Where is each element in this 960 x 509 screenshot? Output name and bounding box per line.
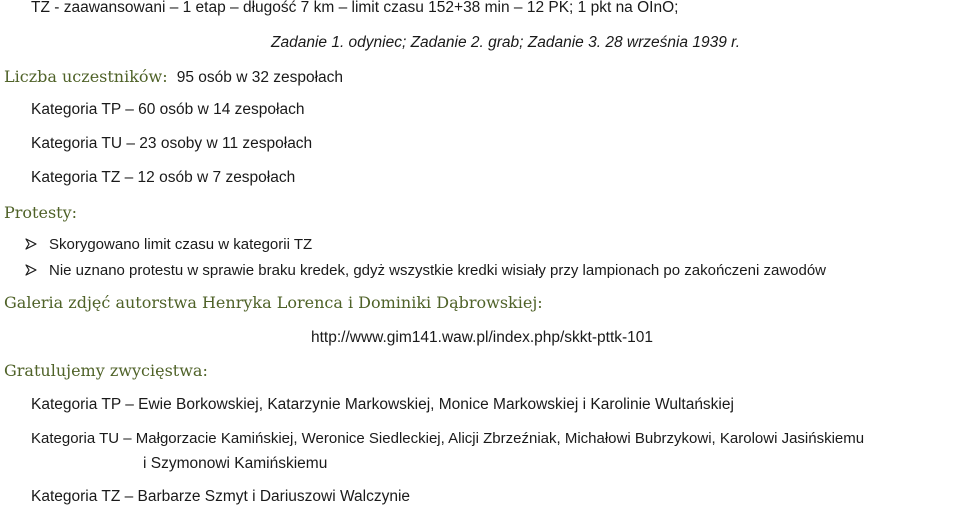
category-tz-count: Kategoria TZ – 12 osób w 7 zespołach [31, 169, 296, 186]
participants-heading [4, 67, 343, 88]
arrowhead-bullet-icon [25, 264, 37, 276]
route-info-line: TZ - zaawansowani – 1 etap – długość 7 km – limit czasu 152+38 min – 12 PK; 1 pkt na OInO; [31, 0, 679, 16]
category-tp-count: Kategoria TP – 60 osób w 14 zespołach [31, 101, 305, 118]
winners-tu-continued: i Szymonowi Kamińskiemu [143, 455, 328, 472]
protest-item [25, 235, 312, 255]
category-tu-count: Kategoria TU – 23 osoby w 11 zespołach [31, 135, 313, 152]
winners-tu: Kategoria TU – Małgorzacie Kamińskiej, Weronice Siedleckiej, Alicji Zbrzeźniak, Michałowi Bubrzykowi, Karolowi Jasińskiemu [31, 430, 865, 447]
participants-label: Liczba uczestników: [4, 67, 168, 86]
protests-heading: Protesty: [4, 203, 78, 222]
winners-tz: Kategoria TZ – Barbarze Szmyt i Dariuszowi Walczynie [31, 488, 411, 505]
arrowhead-bullet-icon [25, 238, 37, 250]
protest-item-text: Nie uznano protestu w sprawie braku kredek, gdyż wszystkie kredki wisiały przy lampionach po zakończeni zawodów [49, 262, 827, 279]
protest-item [25, 261, 826, 281]
tasks-line: Zadanie 1. odyniec; Zadanie 2. grab; Zadanie 3. 28 września 1939 r. [271, 34, 741, 51]
participants-total: 95 osób w 32 zespołach [176, 69, 344, 86]
winners-tp: Kategoria TP – Ewie Borkowskiej, Katarzynie Markowskiej, Monice Markowskiej i Karolinie Wultańskiej [31, 396, 734, 413]
gallery-heading: Galeria zdjęć autorstwa Henryka Lorenca i Dominiki Dąbrowskiej: [4, 293, 543, 312]
protest-item-text: Skorygowano limit czasu w kategorii TZ [49, 236, 313, 253]
gallery-link[interactable]: http://www.gim141.waw.pl/index.php/skkt-pttk-101 [311, 329, 654, 346]
winners-heading: Gratulujemy zwycięstwa: [4, 361, 208, 380]
